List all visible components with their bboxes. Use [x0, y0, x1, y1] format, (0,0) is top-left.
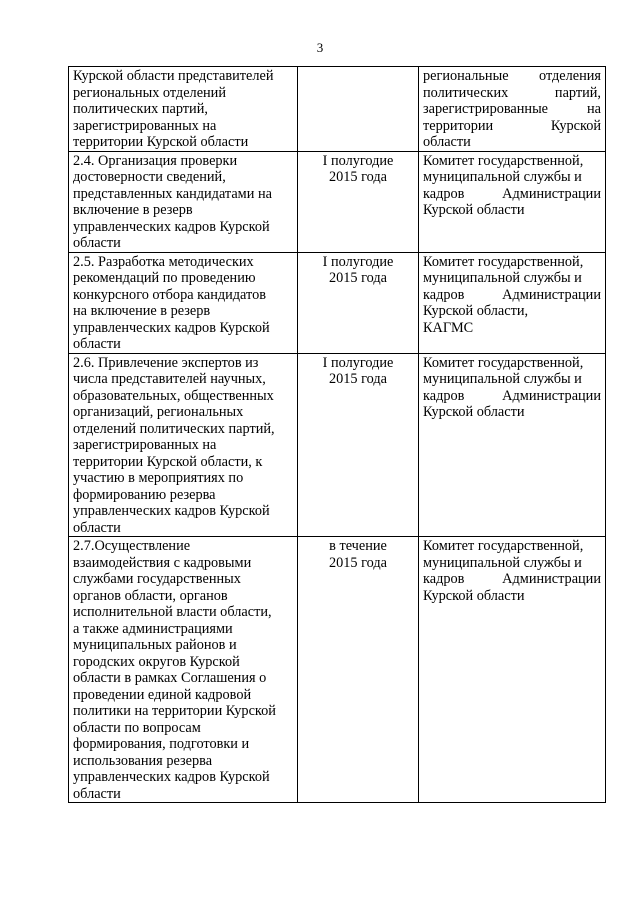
- responsible-line: Курской области: [423, 587, 525, 604]
- task-line: управленческих кадров Курской: [73, 503, 270, 519]
- responsible-line: Комитет государственной,: [423, 354, 584, 371]
- task-line: городских округов Курской: [73, 653, 240, 670]
- task-line: зарегистрированных на: [73, 437, 217, 453]
- responsible-line: муниципальной службы и: [423, 169, 582, 185]
- table-row: [69, 353, 606, 537]
- term-line: 2015 года: [328, 554, 388, 571]
- task-line: участию в мероприятиях по: [73, 470, 244, 486]
- term-line: 2015 года: [328, 270, 388, 286]
- term-cell: [298, 353, 419, 537]
- task-line: территории Курской области, к: [73, 453, 263, 470]
- task-line: 2.7.Осуществление: [73, 538, 191, 554]
- responsible-line: Комитет государственной,: [423, 538, 584, 554]
- term-cell: [298, 151, 419, 252]
- task-line: области в рамках Соглашения о: [73, 670, 267, 686]
- page-number: 3: [316, 40, 324, 55]
- responsible-line: территории Курской: [423, 117, 601, 134]
- task-line: организаций, региональных: [73, 404, 244, 420]
- task-line: представленных кандидатами на: [73, 185, 272, 202]
- task-line: отделений политических партий,: [73, 420, 275, 437]
- responsible-line: муниципальной службы и: [423, 371, 582, 387]
- task-line: области: [73, 336, 121, 352]
- term-cell: [298, 537, 419, 803]
- responsible-line: кадров Администрации: [423, 571, 601, 587]
- task-line: образовательных, общественных: [73, 387, 274, 404]
- responsible-line: Комитет государственной,: [423, 253, 584, 270]
- table-row: [69, 67, 606, 152]
- task-line: органов области, органов: [73, 587, 228, 604]
- task-line: достоверности сведений,: [73, 169, 226, 185]
- responsible-line: региональные отделения: [423, 68, 601, 84]
- responsible-line: Курской области: [423, 404, 525, 420]
- task-cell: [69, 537, 298, 803]
- responsible-line: кадров Администрации: [423, 185, 601, 202]
- responsible-cell: [419, 67, 606, 152]
- task-line: проведении единой кадровой: [73, 686, 252, 703]
- plan-table: [68, 66, 606, 803]
- task-line: области: [73, 519, 121, 536]
- task-line: 2.6. Привлечение экспертов из: [73, 354, 259, 371]
- task-line: формирования, подготовки и: [73, 736, 250, 752]
- task-line: политических партий,: [73, 101, 208, 117]
- responsible-line: Курской области,: [423, 303, 529, 319]
- responsible-line: кадров Администрации: [423, 286, 601, 303]
- plan-table-body: [69, 67, 606, 803]
- term-line: I полугодие: [322, 152, 394, 169]
- task-line: Курской области представителей: [73, 68, 274, 84]
- task-line: управленческих кадров Курской: [73, 769, 270, 785]
- task-line: управленческих кадров Курской: [73, 218, 270, 235]
- term-cell: [298, 67, 419, 152]
- responsible-line: муниципальной службы и: [423, 554, 582, 571]
- table-row: [69, 151, 606, 252]
- task-line: формированию резерва: [73, 486, 216, 503]
- responsible-cell: [419, 252, 606, 353]
- task-line: взаимодействия с кадровыми: [73, 554, 252, 571]
- task-line: управленческих кадров Курской: [73, 319, 270, 336]
- task-line: использования резерва: [73, 752, 213, 769]
- responsible-line: кадров Администрации: [423, 387, 601, 404]
- task-line: числа представителей научных,: [73, 371, 266, 387]
- table-row: [69, 252, 606, 353]
- responsible-line: КАГМС: [423, 319, 474, 336]
- task-line: территории Курской области: [73, 134, 249, 150]
- task-cell: [69, 67, 298, 152]
- task-line: исполнительной власти области,: [73, 604, 272, 620]
- table-row: [69, 537, 606, 803]
- responsible-line: муниципальной службы и: [423, 270, 582, 286]
- task-line: области: [73, 785, 121, 802]
- responsible-cell: [419, 537, 606, 803]
- responsible-line: политических партий,: [423, 84, 601, 101]
- task-line: конкурсного отбора кандидатов: [73, 286, 266, 303]
- task-line: службами государственных: [73, 571, 241, 587]
- term-line: I полугодие: [322, 253, 394, 270]
- task-cell: [69, 252, 298, 353]
- term-line: I полугодие: [322, 354, 394, 371]
- term-line: 2015 года: [328, 169, 388, 185]
- task-line: включение в резерв: [73, 202, 193, 218]
- responsible-line: области: [423, 134, 471, 150]
- task-line: муниципальных районов и: [73, 637, 237, 653]
- task-line: политики на территории Курской: [73, 703, 276, 719]
- responsible-line: Комитет государственной,: [423, 152, 584, 169]
- task-line: на включение в резерв: [73, 303, 211, 319]
- task-line: 2.5. Разработка методических: [73, 253, 254, 270]
- task-line: области по вопросам: [73, 719, 201, 736]
- task-line: области: [73, 235, 121, 251]
- responsible-cell: [419, 353, 606, 537]
- task-line: рекомендаций по проведению: [73, 270, 256, 286]
- term-cell: [298, 252, 419, 353]
- term-line: 2015 года: [328, 371, 388, 387]
- task-cell: [69, 353, 298, 537]
- task-line: 2.4. Организация проверки: [73, 152, 238, 169]
- responsible-line: Курской области: [423, 202, 525, 218]
- responsible-line: зарегистрированные на: [423, 101, 601, 117]
- term-line: в течение: [329, 538, 387, 554]
- responsible-cell: [419, 151, 606, 252]
- task-line: зарегистрированных на: [73, 117, 217, 134]
- task-line: региональных отделений: [73, 84, 226, 101]
- task-cell: [69, 151, 298, 252]
- task-line: а также администрациями: [73, 620, 233, 637]
